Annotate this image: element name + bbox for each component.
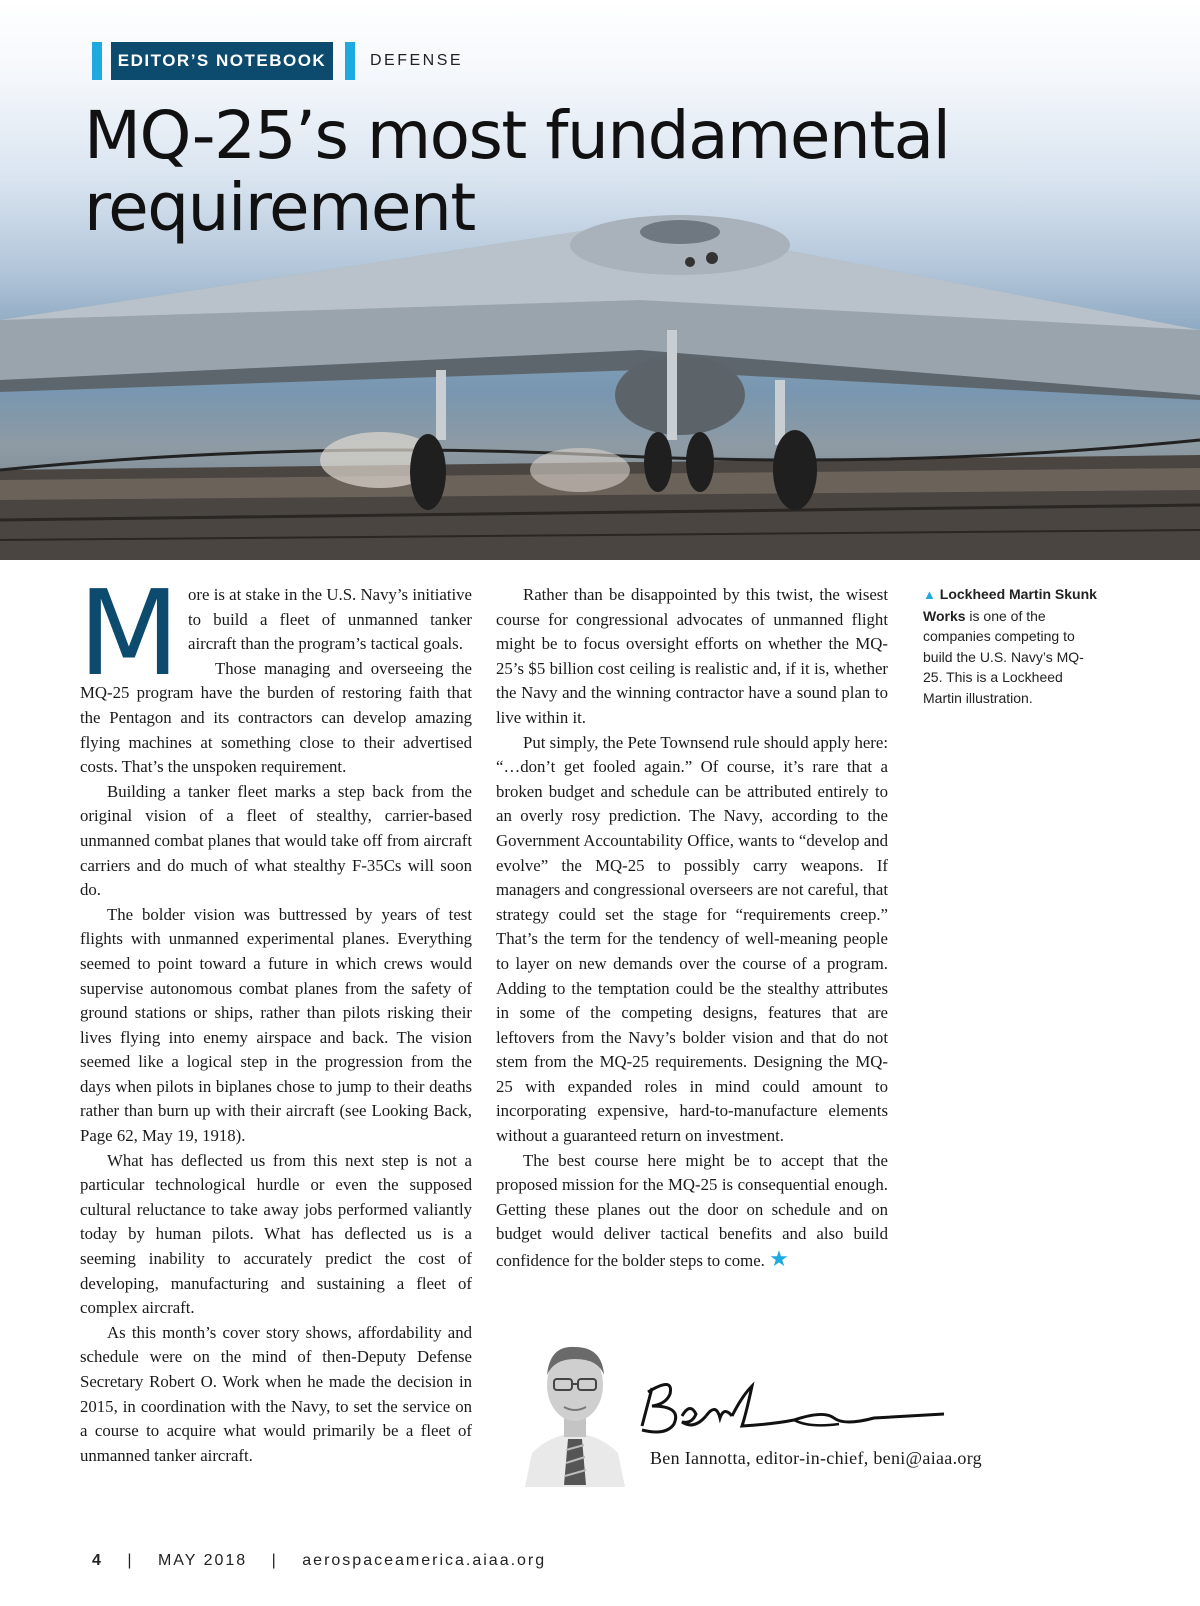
mq25-aircraft-illustration — [0, 0, 1200, 560]
drop-cap: M — [78, 564, 180, 702]
article-paragraph: The bolder vision was buttressed by years of test flights with unmanned experimental planes. Everything seemed to point toward a future in which crews would supervise autonomous combat planes from the safety of ground stations or ships, rather than pilots risking their lives flying into enemy airspace and back. The vision seemed like a logical step in the progression from the days when pilots in biplanes chose to jump to their deaths rather than burn up with their aircraft (see Looking Back, Page 62, May 19, 1918). — [80, 904, 472, 1146]
signature — [634, 1366, 964, 1446]
page-number: 4 — [92, 1552, 103, 1569]
article-paragraph — [78, 564, 472, 702]
paragraph-text: ore is at stake in the U.S. Navy’s initiative to build a fleet of unmanned tanker aircraft than the program’s tactical goals. — [188, 585, 472, 654]
byline: Ben Iannotta, editor-in-chief, beni@aiaa.org — [650, 1448, 982, 1468]
article-paragraph: Building a tanker fleet marks a step back from the original vision of a fleet of stealthy, carrier-based unmanned combat planes that would take off from aircraft carriers and do much of what stealthy F-35Cs will soon do. — [80, 781, 472, 900]
issue-date: MAY 2018 — [157, 1552, 248, 1569]
page-footer — [92, 1552, 546, 1570]
footer-separator: | — [127, 1552, 134, 1569]
article-column-2 — [496, 583, 888, 1274]
image-caption — [923, 584, 1103, 708]
site-url: aerospaceamerica.aiaa.org — [302, 1552, 547, 1569]
section-label: EDITOR’S NOTEBOOK — [111, 42, 333, 80]
article-paragraph: Those managing and overseeing the MQ-25 program have the burden of restoring faith that the Pentagon and its contractors can develop amazing flying machines at something close to their advertised costs. That’s the unspoken requirement. — [80, 658, 472, 777]
article-paragraph: What has deflected us from this next step is not a particular technological hurdle or even the supposed cultural reluctance to take away jobs performed valiantly today by human pilots. What has deflected us is a seeming inability to accurately predict the cost of developing, manufacturing and sustaining a fleet of complex aircraft. — [80, 1150, 472, 1318]
triangle-up-icon: ▲ — [923, 587, 936, 602]
footer-separator: | — [271, 1552, 278, 1569]
paragraph-text: The best course here might be to accept that the proposed mission for the MQ-25 is consequential enough. Getting these planes out the door on schedule and on budget would deliver tactical benefits and also build confidence for the bolder steps to come. — [496, 1150, 888, 1271]
category-label: DEFENSE — [370, 52, 464, 69]
article-paragraph: Put simply, the Pete Townsend rule should apply here: “…don’t get fooled again.” Of course, it’s rare that a broken budget and schedule can be attributed entirely to an overly rosy prediction. The Navy, according to the Government Accountability Office, wants to “develop and evolve” the MQ-25 to possibly carry weapons. If managers and congressional overseers are not careful, that strategy could set the stage for “requirements creep.” That’s the term for the tendency of well-meaning people to layer on new demands over the course of a program. Adding to the temptation could be the stealthy attributes in some of the competing designs, features that are leftovers from the Navy’s bolder vision and that do not stem from the MQ-25 requirements. Designing the MQ-25 with expanded roles in mind could amount to incorporating expensive, hard-to-manufacture elements without a guaranteed return on investment. — [496, 732, 888, 1146]
author-portrait — [520, 1335, 630, 1487]
star-icon: ★ — [769, 1246, 789, 1272]
article-column-1 — [78, 564, 472, 1468]
caption-bold: Lockheed Martin Skunk Works — [923, 586, 1097, 624]
caption-text: is one of the companies competing to build the U.S. Navy’s MQ-25. This is a Lockheed Martin illustration. — [923, 607, 1084, 706]
headline-line-1: MQ-25’s most fundamental — [84, 97, 950, 174]
tag-accent-bar-left — [92, 42, 102, 80]
hero-image — [0, 0, 1200, 560]
page-title — [84, 97, 984, 246]
article-paragraph: Rather than be disappointed by this twist, the wisest course for congressional advocates of unmanned flight might be to focus oversight efforts on whether the MQ-25’s $5 billion cost ceiling is realistic and, if it is, whether the Navy and the winning contractor have a sound plan to live within it. — [496, 585, 888, 727]
tag-accent-bar-right — [345, 42, 355, 80]
article-paragraph: As this month’s cover story shows, affordability and schedule were on the mind of then-Deputy Defense Secretary Robert O. Work when he made the decision in 2015, in coordination with the Navy, to set the service on a course to acquire what would primarily be a fleet of unmanned tanker aircraft. — [80, 1322, 472, 1465]
article-paragraph — [496, 1149, 888, 1274]
headline-line-2: requirement — [84, 169, 475, 246]
